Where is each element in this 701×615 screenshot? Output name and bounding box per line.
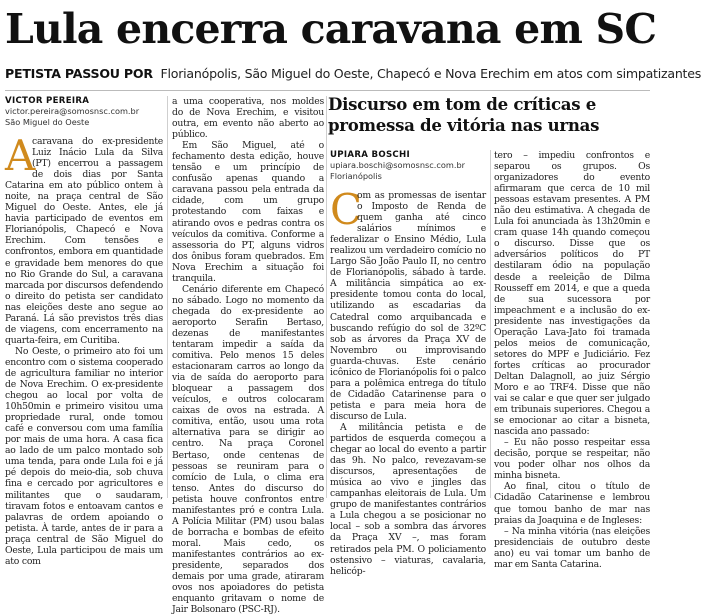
paragraph: A caravana do ex-presidente Luiz Inácio Lula da Silva (PT) encerrou a passagem de dois dias por Santa Catarina em ato público ontem à noite, na praça central de São Miguel do Oeste. Antes, ele já havia participado de eventos em Florianópolis, Chapecó e Nova Erechim. Com tensões e confrontos, embora em quantidade e gravidade bem menores do que no Rio Grande do Sul, a caravana marcada por discursos defendendo o direito do petista ser candidato nas eleições deste ano segue ao Paraná. Lá são previstos três dias de viagens, com encerramento na quarta-feira, em Curitiba. <box>5 131 163 346</box>
paragraph: tero – impediu confrontos e separou os grupos. Os organizadores do evento afirmaram que cerca de 10 mil pessoas estavam presentes. A PM não deu estimativa. A chegada de Lula foi anunciada às 13h20min e cram quase 14h quando começou o discurso. Disse que os adversários políticos do PT destilaram ódio na população desde a reeleição de Dilma Rousseff em 2014, e que a queda de sua sucessora por impeachment e a inclusão do ex-presidente nas investigações da Operação Lava-Jato foi tramada pelos meios de comunicação, setores do MPF e Judiciário. Fez fortes críticas ao procurador Deltan Dalagnoll, ao juiz Sérgio Moro e ao TRF4. Disse que não vai se calar e que quer ser julgado em tribunais superiores. Chegou a se emocionar ao citar a bisneta, nascida ano passado: <box>494 150 650 438</box>
deck <box>5 62 701 86</box>
paragraph: Cenário diferente em Chapecó no sábado. Logo no momento da chegada do ex-presidente ao aeroporto Serafin Bertaso, dezenas de manifestantes tentaram impedir a saída da comitiva. Pelo menos 15 deles estacionaram carros ao longo da via de saída do aeroporto para bloquear a passagem dos veículos, e outros colocaram caixas de ovos na estrada. A comitiva, então, usou uma rota alternativa para se dirigir ao centro. Na praça Coronel Bertaso, onde centenas de pessoas se reuniram para o comício de Lula, o clima era tenso. Antes do discurso do petista houve confrontos entre manifestantes pró e contra Lula. A Polícia Militar (PM) usou balas de borracha e bombas de efeito moral. Mais cedo, os manifestantes contrários ao ex-presidente, separados dos demais por uma grade, atiraram ovos nos apoiadores do petista enquanto gritavam o nome de Jair Bolsonaro (PSC-RJ). <box>172 283 324 615</box>
column-divider <box>167 96 168 498</box>
column-divider <box>326 96 327 498</box>
top-rule <box>5 90 650 91</box>
drop-cap: C <box>330 185 362 234</box>
article-column-1 <box>5 131 163 567</box>
paragraph: C om as promessas de isentar o Imposto de Renda de quem ganha até cinco salários mínimos e federalizar o Ensino Médio, Lula realizou um verdadeiro comício no Largo São João Paulo II, no centro de Florianópolis, sábado à tarde. A militância simpática ao ex-presidente tomou conta do local, utilizando as escadarias da Catedral como arquibancada e buscando refúgio do sol de 32ºC sob as árvores da Praça XV de Novembro ou improvisando guarda-chuvas. Este cenário icônico de Florianópolis foi o palco para a polêmica entrega do título de Cidadão Catarinense para o petista e para meia hora de discurso de Lula. <box>330 185 486 422</box>
drop-cap: A <box>5 131 36 180</box>
paragraph: A militância petista e de partidos de esquerda começou a chegar ao local do evento a partir das 9h. No palco, revezavam-se discursos, apresentações de música ao vivo e jingles das campanhas eleitorais de Lula. Um grupo de manifestantes contrários a Lula chegou a se posicionar no local – sob a sombra das árvores da Praça XV –, mas foram retirados pela PM. O policiamento ostensivo – viaturas, cavalaria, helicóp- <box>330 421 486 577</box>
paragraph: No Oeste, o primeiro ato foi um encontro com o sistema cooperado de agricultura familiar no interior de Nova Erechim. O ex-presidente chegou ao local por volta de 10h50min e primeiro visitou uma propriedade rural, onde tomou café e conversou com uma família por mais de uma hora. A casa fica ao lado de um palco montado sob uma tenda, para onde Lula foi e já pé depois do meio-dia, sob chuva fina e cercado por agricultores e militantes que o saudaram, tiravam fotos e entoavam cantos e palavras de ordem apoiando o petista. À tarde, antes de ir para a praça central de São Miguel do Oeste, Lula participou de mais um ato com <box>5 345 163 567</box>
author-name: VICTOR PEREIRA <box>5 96 90 106</box>
paragraph: a uma cooperativa, nos moldes do de Nova Erechim, e visitou outra, em evento não aberto ao público. <box>172 96 324 141</box>
deck-kicker: PETISTA PASSOU POR <box>5 66 153 81</box>
author-name: UPIARA BOSCHI <box>330 150 411 160</box>
dateline: Florianópolis <box>330 171 382 181</box>
paragraph: – Na minha vitória (nas eleições presidenciais de outubro deste ano) eu vai tomar um banho de mar em Santa Catarina. <box>494 525 650 570</box>
article-column-3 <box>330 185 486 577</box>
deck-text: Florianópolis, São Miguel do Oeste, Chapecó e Nova Erechim em atos com simpatizantes <box>160 66 701 81</box>
paragraph: Ao final, citou o título de Cidadão Catarinense e lembrou que tomou banho de mar nas praias da Joaquina e de Ingleses: <box>494 481 650 526</box>
sub-headline: Discurso em tom de críticas e promessa de vitória nas urnas <box>328 94 600 135</box>
headline: Lula encerra caravana em SC <box>5 5 657 53</box>
article-column-4 <box>494 150 650 570</box>
dateline: São Miguel do Oeste <box>5 117 90 127</box>
paragraph: – Eu não posso respeitar essa decisão, porque se respeitar, não vou poder olhar nos olhos da minha bisneta. <box>494 437 650 482</box>
column-divider <box>490 150 491 498</box>
byline-main <box>5 96 175 128</box>
paragraph: Em São Miguel, até o fechamento desta edição, houve tensão e um princípio de confusão apenas quando a caravana passou pela entrada da cidade, com um grupo protestando com faixas e atirando ovos e pedras contra os veículos da comitiva. Conforme a assessoria do PT, alguns vidros dos ônibus foram quebrados. Em Nova Erechim a situação foi tranquila. <box>172 140 324 284</box>
author-email: victor.pereira@somosnsc.com.br <box>5 106 140 116</box>
author-email: upiara.boschi@somosnsc.com.br <box>330 160 466 170</box>
byline-sub <box>330 150 490 182</box>
article-column-2 <box>172 96 324 615</box>
